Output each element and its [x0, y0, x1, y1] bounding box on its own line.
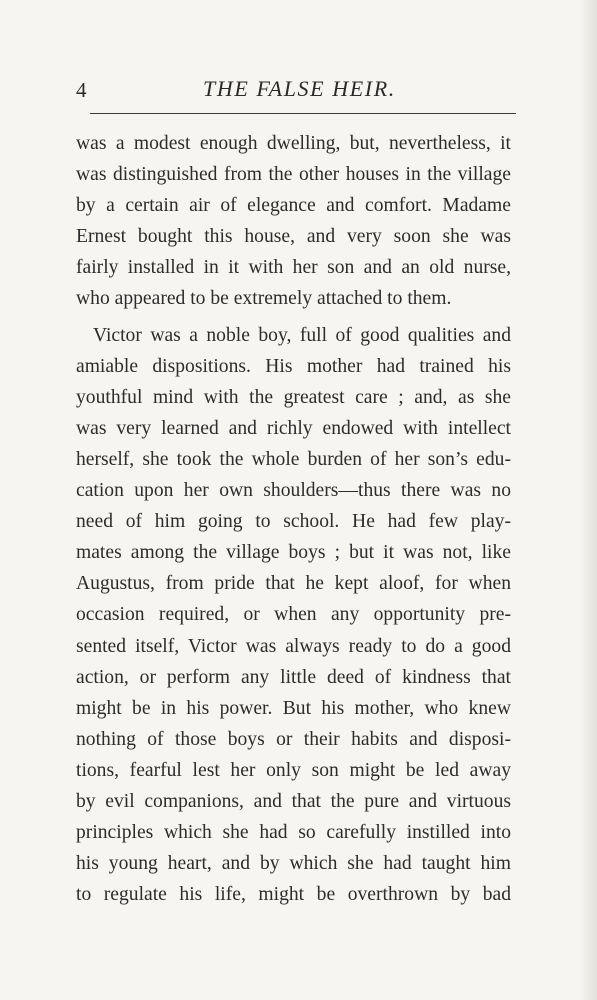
text-line: was very learned and richly endowed with intellect: [76, 417, 511, 439]
text-line: nothing of those boys or their habits and disposi-: [76, 728, 511, 750]
text-line: fairly installed in it with her son and an old nurse,: [76, 257, 511, 279]
paragraph: [76, 128, 511, 315]
text-line: amiable dispositions. His mother had trained his: [76, 355, 511, 377]
text-line: by evil companions, and that the pure and virtuous: [76, 790, 511, 812]
text-line: herself, she took the whole burden of her son’s edu-: [76, 448, 511, 470]
text-line: to regulate his life, might be overthrown by bad: [76, 884, 511, 906]
text-line: by a certain air of elegance and comfort. Madame: [76, 195, 511, 217]
text-line: Ernest bought this house, and very soon she was: [76, 226, 511, 248]
body-text: [76, 128, 511, 910]
text-line: might be in his power. But his mother, who knew: [76, 697, 511, 719]
text-line: his young heart, and by which she had taught him: [76, 853, 511, 875]
paragraph: [76, 320, 511, 911]
text-line: need of him going to school. He had few play-: [76, 511, 511, 533]
text-line: principles which she had so carefully instilled into: [76, 822, 511, 844]
text-line: Victor was a noble boy, full of good qualities and: [93, 324, 511, 346]
text-line: cation upon her own shoulders—thus there was no: [76, 480, 511, 502]
text-line: sented itself, Victor was always ready to do a good: [76, 635, 511, 657]
page-header: [76, 74, 511, 108]
text-line: Augustus, from pride that he kept aloof, for when: [76, 573, 511, 595]
text-line: youthful mind with the greatest care ; and, as she: [76, 386, 511, 408]
text-line: tions, fearful lest her only son might be led away: [76, 759, 511, 781]
text-line: was a modest enough dwelling, but, nevertheless, it: [76, 133, 511, 154]
page-number: 4: [76, 78, 87, 102]
header-rule: [90, 113, 516, 114]
running-title: THE FALSE HEIR.: [203, 76, 396, 101]
text-line: occasion required, or when any opportunity pre-: [76, 604, 511, 626]
text-line: who appeared to be extremely attached to them.: [76, 288, 452, 310]
text-line: mates among the village boys ; but it was not, like: [76, 542, 511, 564]
text-line: action, or perform any little deed of kindness that: [76, 666, 511, 688]
text-line: was distinguished from the other houses in the village: [76, 164, 511, 186]
